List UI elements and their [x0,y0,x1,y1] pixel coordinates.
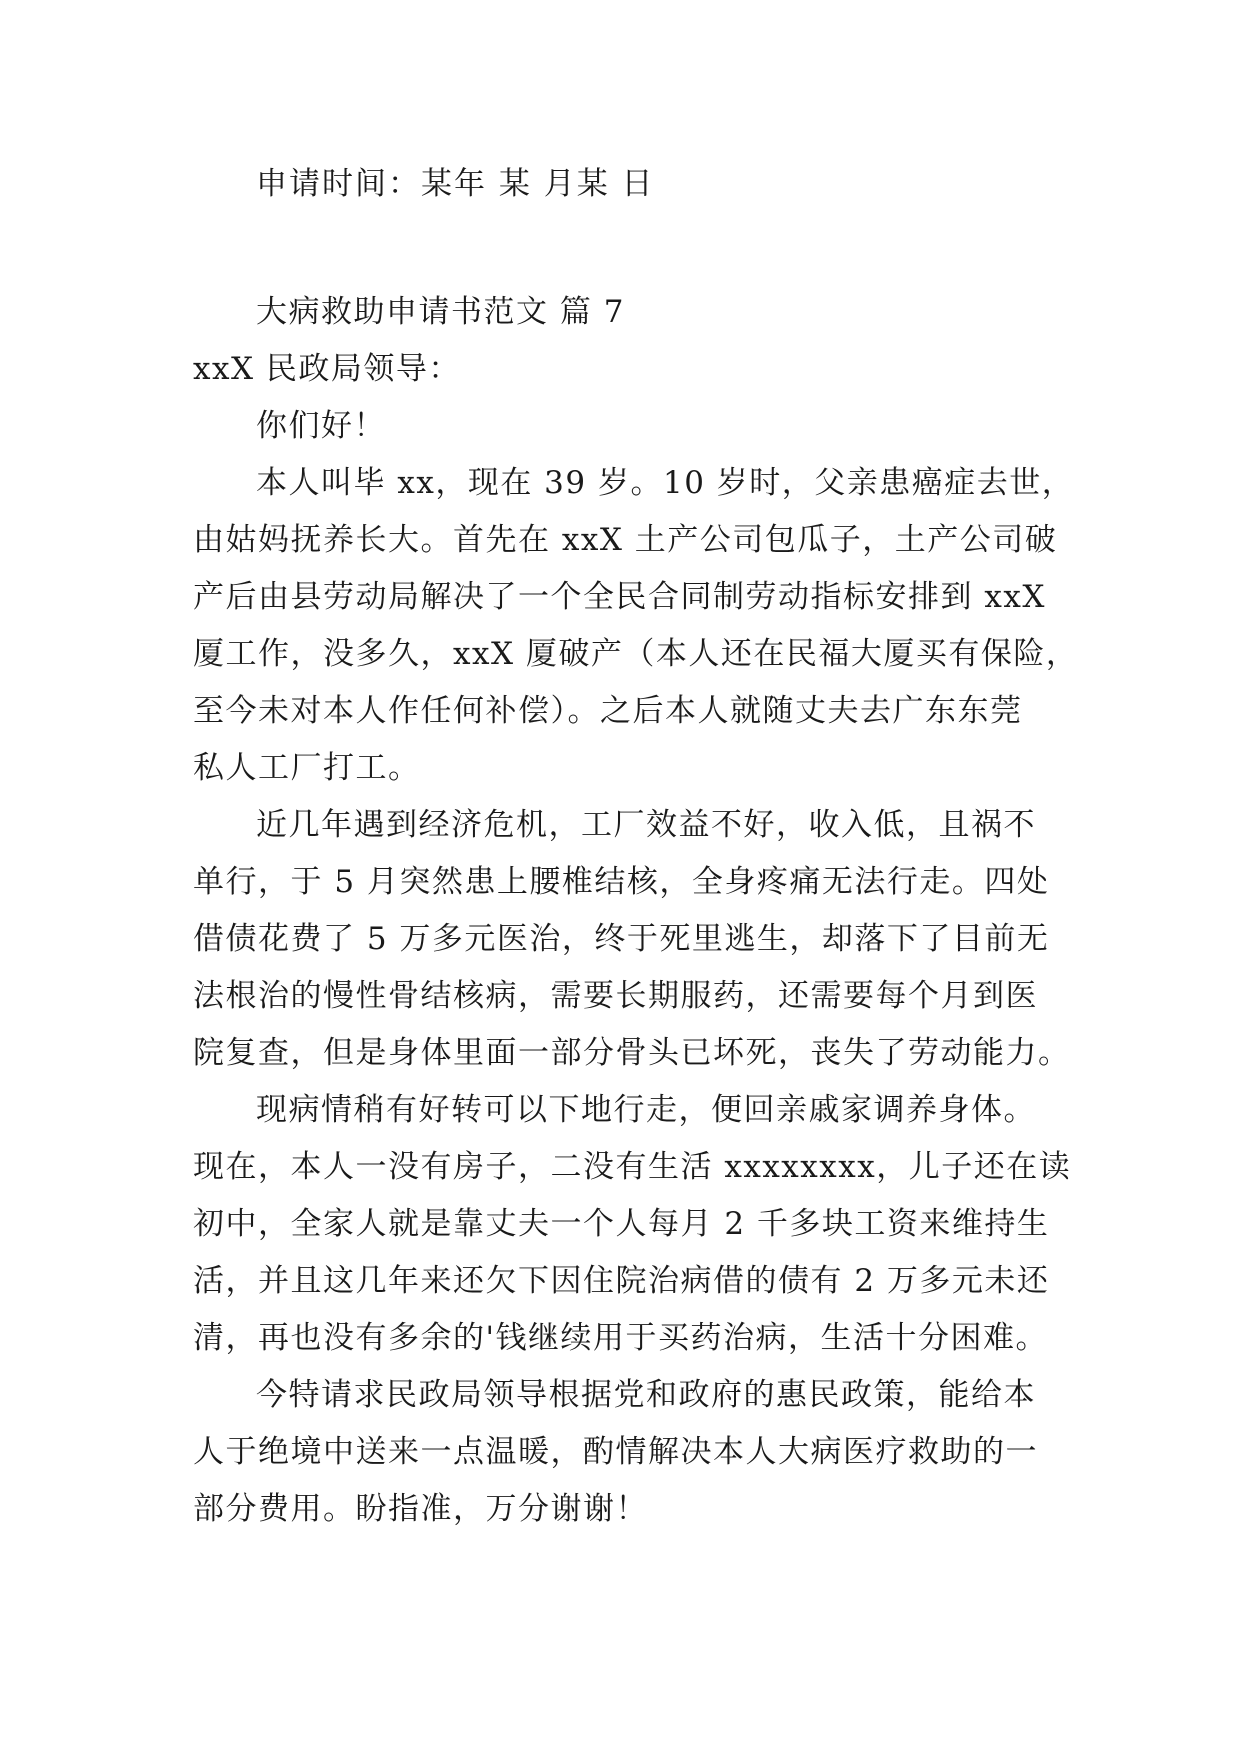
paragraph-1-line-2: 由姑妈抚养长大。首先在 xxX 土产公司包瓜子，土产公司破 [193,522,1058,558]
paragraph-2-line-2: 单行，于 5 月突然患上腰椎结核，全身疼痛无法行走。四处 [193,864,1050,900]
paragraph-1-line-1: 本人叫毕 xx，现在 39 岁。10 岁时，父亲患癌症去世， [256,465,1075,501]
paragraph-4-line-2: 人于绝境中送来一点温暖，酌情解决本人大病医疗救助的一 [193,1434,1038,1470]
paragraph-3-line-3: 初中，全家人就是靠丈夫一个人每月 2 千多块工资来维持生 [193,1206,1050,1242]
paragraph-2-line-5: 院复查，但是身体里面一部分骨头已坏死，丧失了劳动能力。 [193,1035,1071,1071]
paragraph-1-line-6: 私人工厂打工。 [193,750,421,786]
paragraph-4-line-3: 部分费用。盼指准，万分谢谢！ [193,1491,648,1527]
paragraph-1-line-3: 产后由县劳动局解决了一个全民合同制劳动指标安排到 xxX [193,579,1046,615]
paragraph-2-line-3: 借债花费了 5 万多元医治，终于死里逃生，却落下了目前无 [193,921,1050,957]
salutation: xxX 民政局领导： [193,351,461,387]
paragraph-1-line-4: 厦工作，没多久，xxX 厦破产（本人还在民福大厦买有保险， [193,636,1079,672]
greeting: 你们好！ [256,408,386,444]
paragraph-4-line-1: 今特请求民政局领导根据党和政府的惠民政策，能给本 [256,1377,1036,1413]
paragraph-3-line-5: 清，再也没有多余的'钱继续用于买药治病，生活十分困难。 [193,1320,1049,1356]
section-title: 大病救助申请书范文 篇 7 [256,294,625,330]
paragraph-1-line-5: 至今未对本人作任何补偿）。之后本人就随丈夫去广东东莞 [193,693,1023,729]
paragraph-3-line-2: 现在，本人一没有房子，二没有生活 xxxxxxxx，儿子还在读 [193,1149,1072,1185]
paragraph-3-line-1: 现病情稍有好转可以下地行走，便回亲戚家调养身体。 [256,1092,1036,1128]
paragraph-2-line-4: 法根治的慢性骨结核病，需要长期服药，还需要每个月到医 [193,978,1038,1014]
paragraph-3-line-4: 活，并且这几年来还欠下因住院治病借的债有 2 万多元未还 [193,1263,1050,1299]
application-date: 申请时间：某年 某 月某 日 [256,166,655,202]
paragraph-2-line-1: 近几年遇到经济危机，工厂效益不好，收入低，且祸不 [256,807,1036,843]
